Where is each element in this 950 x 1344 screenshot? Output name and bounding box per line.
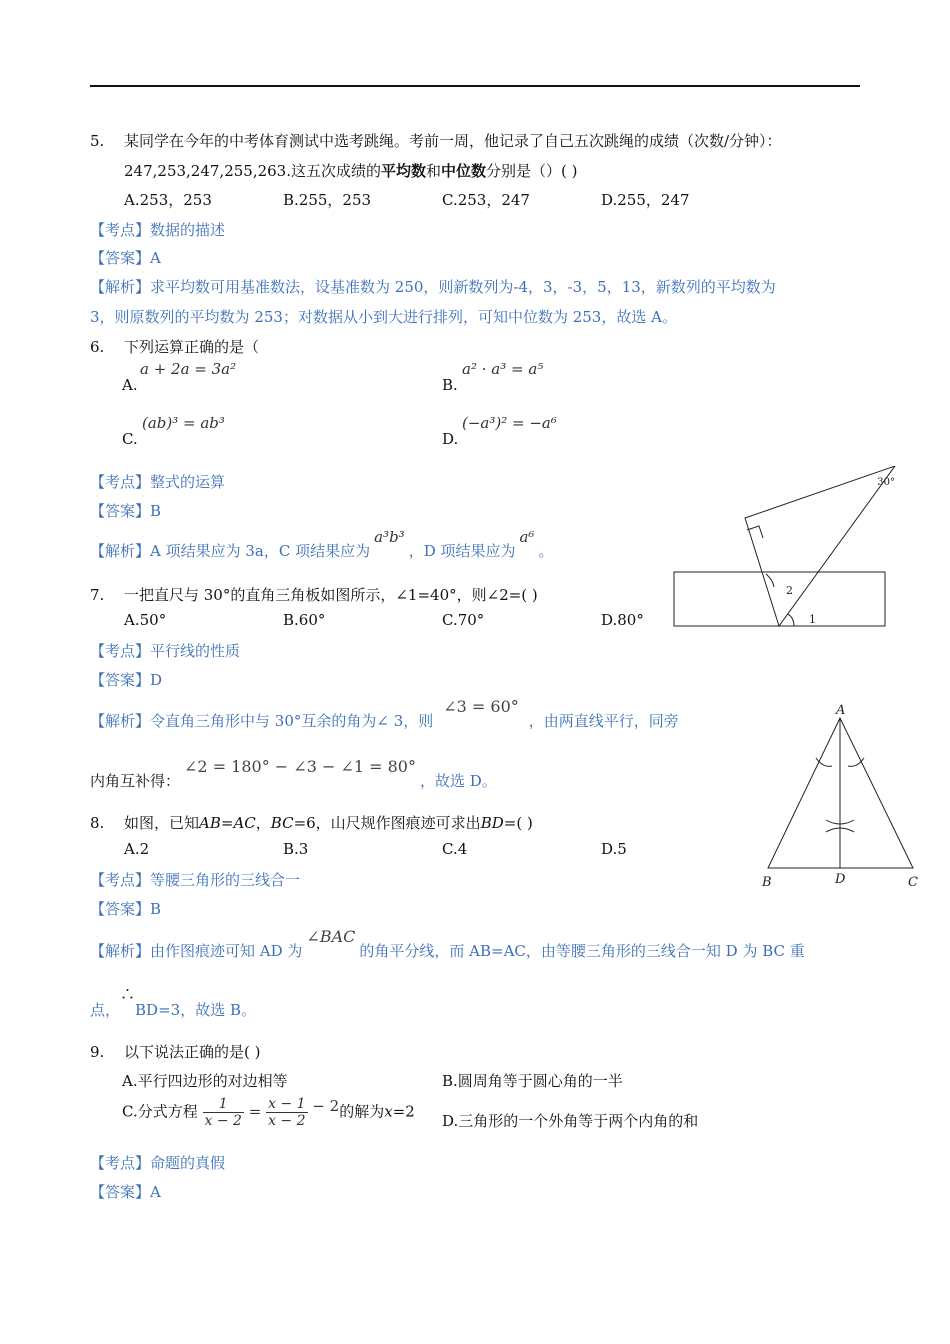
angle30-label: 30° xyxy=(877,477,895,488)
q9-number: 9. xyxy=(90,1043,105,1061)
angle2-label: 2 xyxy=(786,584,793,597)
q8-stem-bd: BD xyxy=(480,814,504,832)
q9-option-c-text-c: =2 xyxy=(392,1102,415,1121)
q5-answer: 【答案】A xyxy=(90,249,161,267)
q6-option-a-label: A. xyxy=(122,376,138,394)
q8-option-d: D.5 xyxy=(601,840,627,858)
q9-option-c-x: x xyxy=(384,1102,393,1121)
q8-stem-eq1: = xyxy=(220,814,234,832)
q9-frac1-numerator: 1 xyxy=(203,1096,244,1113)
q7-stem-text: 一把直尺与 30°的直角三角板如图所示，∠1=40°，则∠2=( ) xyxy=(124,586,538,604)
q8-stem-ac: AC xyxy=(233,814,256,832)
q5-option-b: B.255，253 xyxy=(283,191,372,209)
angle1-arc xyxy=(788,614,794,626)
header-rule xyxy=(90,85,860,87)
q6-option-c-math: (ab)³ = ab³ xyxy=(142,414,225,432)
q7-analysis-math-1: ∠3 = 60° xyxy=(443,697,519,716)
q6-analysis-text-b: ，D 项结果应为 xyxy=(408,542,516,560)
q8-analysis-line1 xyxy=(90,927,805,961)
q9-answer: 【答案】A xyxy=(90,1183,161,1201)
q6-option-b-math: a² · a³ = a⁵ xyxy=(462,360,544,378)
q5-bold-median: 中位数 xyxy=(441,162,487,180)
q6-analysis-math-2: a⁶ xyxy=(519,528,535,546)
q9-kaodian: 【考点】命题的真假 xyxy=(90,1154,226,1172)
q7-analysis-text-b: ，由两直线平行，同旁 xyxy=(528,712,679,730)
q6-analysis-math-1: a³b³ xyxy=(374,528,405,546)
q7-analysis-line2 xyxy=(90,757,497,791)
q9-equals: = xyxy=(248,1102,262,1121)
q6-option-d-math: (−a³)² = −a⁶ xyxy=(462,414,557,432)
q6-analysis xyxy=(90,528,554,561)
q8-option-b: B.3 xyxy=(283,840,309,858)
q8-stem-a: 如图，已知 xyxy=(124,814,200,832)
q9-stem xyxy=(90,1041,260,1062)
q5-analysis-line1: 【解析】求平均数可用基准数法，设基准数为 250，则新数列为-4，3，-3，5，13，新数列的平均数为 xyxy=(90,278,776,296)
q6-stem xyxy=(90,336,259,357)
q7-analysis-math-2: ∠2 = 180° − ∠3 − ∠1 = 80° xyxy=(184,757,416,776)
q5-stem-line1 xyxy=(90,130,782,151)
q8-option-c: C.4 xyxy=(442,840,468,858)
q8-option-a: A.2 xyxy=(124,840,150,858)
q9-option-c xyxy=(122,1096,415,1129)
q6-number: 6. xyxy=(90,338,105,356)
q5-analysis-line2: 3，则原数列的平均数为 253；对数据从小到大进行排列，可知中位数为 253，故选 A。 xyxy=(90,308,677,326)
q8-analysis-text-b: 的角平分线，而 AB=AC，由等腰三角形的三线合一知 D 为 BC 重 xyxy=(359,942,805,960)
q6-analysis-text-a: 【解析】A 项结果应为 3a，C 项结果应为 xyxy=(90,542,371,560)
vertex-a-label: A xyxy=(836,703,846,718)
q5-option-c: C.253，247 xyxy=(442,191,530,209)
q7-analysis-line1 xyxy=(90,697,679,731)
q8-analysis-text-a: 【解析】由作图痕迹可知 AD 为 xyxy=(90,942,303,960)
q9-frac1-denominator: x − 2 xyxy=(204,1113,242,1129)
q9-option-a: A.平行四边形的对边相等 xyxy=(122,1072,288,1090)
q8-stem-ab: AB xyxy=(199,814,221,832)
q7-ruler-triangle-figure xyxy=(670,466,902,632)
q6-kaodian: 【考点】整式的运算 xyxy=(90,473,226,491)
q8-stem xyxy=(90,812,533,833)
point-d-label: D xyxy=(835,872,846,887)
q5-option-a: A.253，253 xyxy=(124,191,212,209)
q7-answer: 【答案】D xyxy=(90,671,163,689)
q8-analysis-text-d: BD=3，故选 B。 xyxy=(135,1001,256,1019)
q5-stem-line2 xyxy=(124,160,578,181)
q7-option-a: A.50° xyxy=(124,611,167,629)
q7-analysis-text-c: 内角互补得： xyxy=(90,772,181,790)
q8-kaodian: 【考点】等腰三角形的三线合一 xyxy=(90,871,301,889)
q8-analysis-math: ∠BAC xyxy=(306,927,356,946)
q9-stem-text: 以下说法正确的是( ) xyxy=(124,1043,261,1061)
q8-stem-bc: BC xyxy=(270,814,294,832)
q6-option-b-label: B. xyxy=(442,376,458,394)
q6-stem-text: 下列运算正确的是（ xyxy=(124,338,260,356)
q5-kaodian: 【考点】数据的描述 xyxy=(90,221,226,239)
q5-number: 5. xyxy=(90,132,105,150)
q7-option-c: C.70° xyxy=(442,611,485,629)
q9-frac2-numerator: x − 1 xyxy=(268,1096,306,1112)
q9-option-d: D.三角形的一个外角等于两个内角的和 xyxy=(442,1112,699,1130)
q5-stem-end: 分别是（）( ) xyxy=(486,162,578,180)
q9-fraction-1 xyxy=(203,1096,244,1129)
q9-frac2-denominator: x − 2 xyxy=(268,1113,306,1129)
q7-number: 7. xyxy=(90,586,105,604)
set-square-triangle xyxy=(745,466,895,626)
vertex-c-label: C xyxy=(908,875,918,890)
q6-option-d-label: D. xyxy=(442,430,459,448)
q9-option-c-text-a: C.分式方程 xyxy=(122,1102,198,1121)
q7-analysis-text-a: 【解析】令直角三角形中与 30°互余的角为∠ 3，则 xyxy=(90,712,434,730)
ruler-rect xyxy=(674,572,885,626)
q6-analysis-text-c: 。 xyxy=(538,542,554,560)
q7-option-b: B.60° xyxy=(283,611,326,629)
q7-kaodian: 【考点】平行线的性质 xyxy=(90,642,241,660)
q7-option-d: D.80° xyxy=(601,611,644,629)
q8-stem-eq2: =6，山尺规作图痕迹可求出 xyxy=(293,814,481,832)
q8-analysis-text-c: 点， xyxy=(90,1001,121,1019)
q5-and: 和 xyxy=(426,162,442,180)
q7-analysis-text-d: ，故选 D。 xyxy=(419,772,497,790)
q8-isosceles-triangle-figure xyxy=(756,698,926,894)
q9-option-b: B.圆周角等于圆心角的一半 xyxy=(442,1072,623,1090)
q5-stem-text: 某同学在今年的中考体育测试中选考跳绳。考前一周，他记录了自己五次跳绳的成绩（次数/分钟）： xyxy=(124,132,782,150)
q8-number: 8. xyxy=(90,814,105,832)
q5-option-d: D.255，247 xyxy=(601,191,690,209)
q9-option-c-text-b: 的解为 xyxy=(339,1102,385,1121)
q8-stem-comma: ， xyxy=(255,814,271,832)
q5-bold-mean: 平均数 xyxy=(381,162,427,180)
q7-stem xyxy=(90,584,538,605)
q9-fraction-2 xyxy=(266,1096,307,1129)
q6-option-a-math: a + 2a = 3a² xyxy=(140,360,237,378)
q5-scores: 247,253,247,255,263.这五次成绩的 xyxy=(124,162,381,180)
vertex-b-label: B xyxy=(762,875,772,890)
q6-answer: 【答案】B xyxy=(90,502,162,520)
q8-therefore-symbol: ∴ xyxy=(120,985,136,1003)
q9-minus-two: − 2 xyxy=(312,1096,340,1115)
angle1-label: 1 xyxy=(809,613,816,626)
q8-analysis-line2 xyxy=(90,985,256,1020)
q8-stem-end: =( ) xyxy=(503,814,533,832)
q8-answer: 【答案】B xyxy=(90,900,162,918)
q6-option-c-label: C. xyxy=(122,430,138,448)
angle2-arc xyxy=(766,574,774,587)
